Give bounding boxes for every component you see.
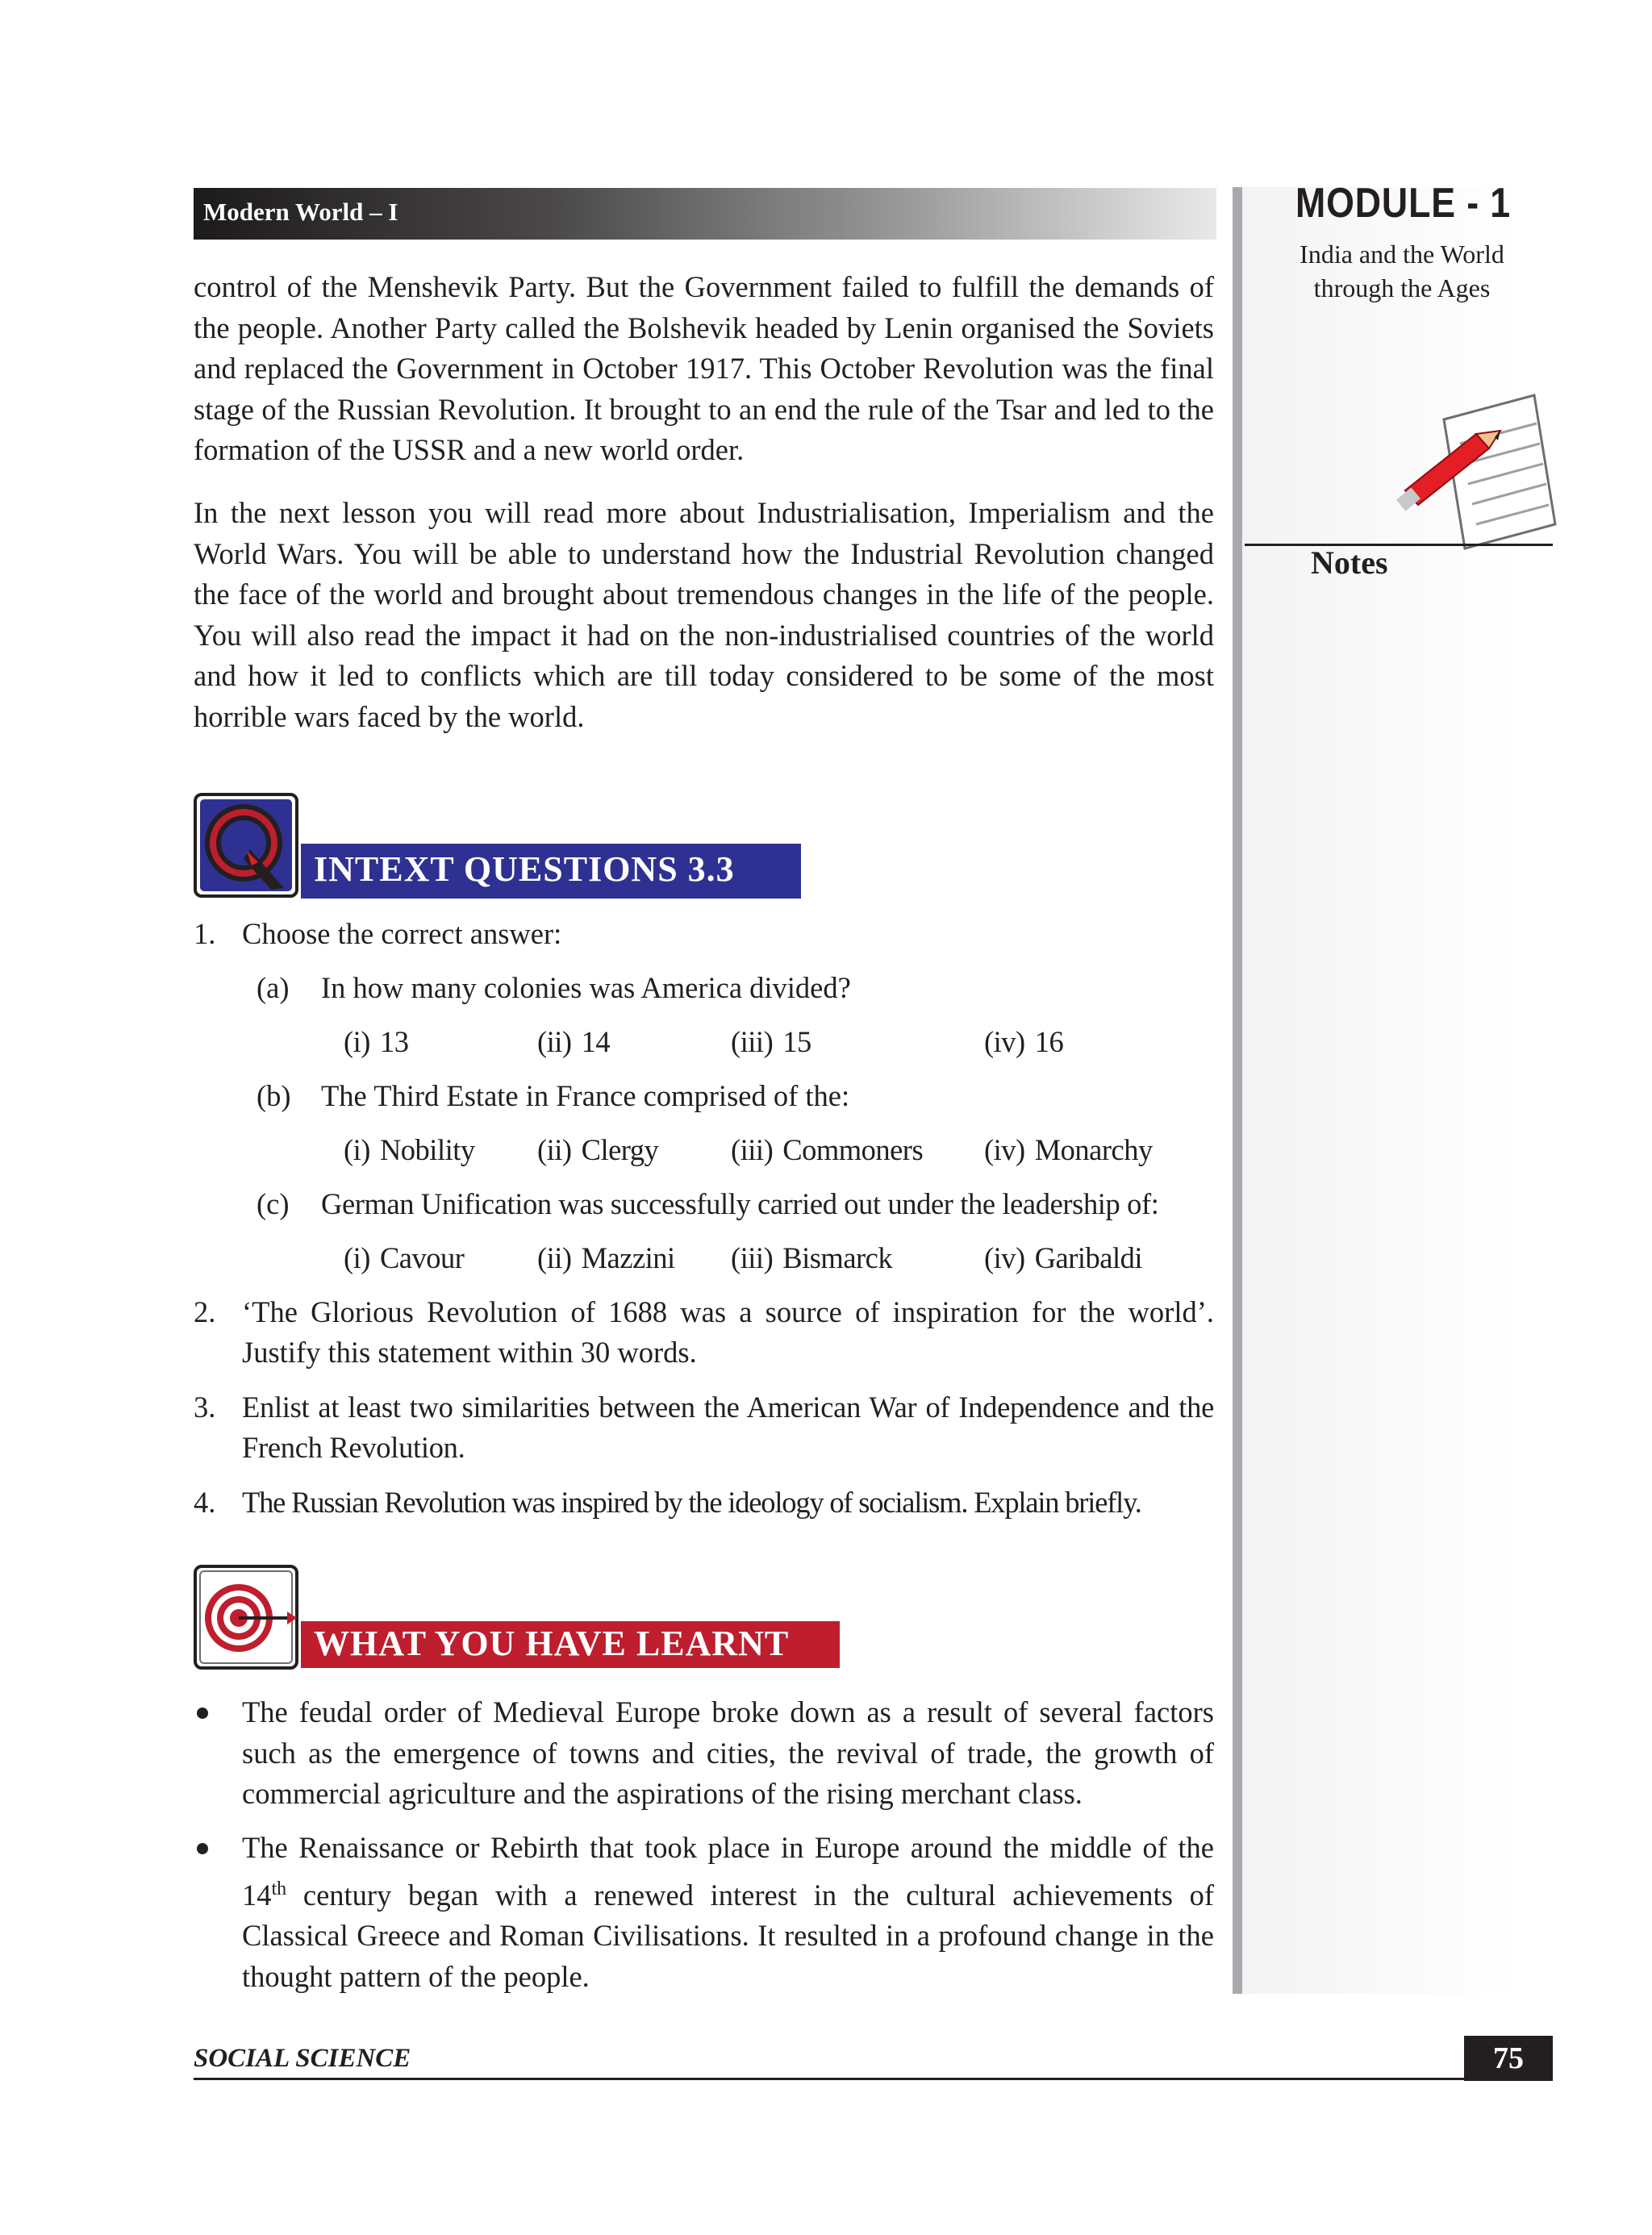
notes-pencil-icon [1395,387,1557,565]
module-title: MODULE - 1 [1295,180,1511,227]
question-3-number: 3. [194,1391,216,1424]
option-item: (i) Nobility [344,1133,475,1166]
learnt-bullet-2: The Renaissance or Rebirth that took place in Europe around the middle of the 14th century began with a renewed interest in the cultural achievements of Classical Greece and Roman Civilisations. It resulted in a profound change in the thought pattern of the people. [242,1831,1214,1993]
option-item: (iii) 15 [731,1025,811,1058]
question-1c-text: German Unification was successfully carried out under the leadership of: [321,1187,1159,1220]
learnt-bullet-1: The feudal order of Medieval Europe broke down as a result of several factors such as the emergence of towns and cities, the revival of trade, the growth of commercial agriculture and the aspirations of the rising merchant class. [242,1695,1214,1810]
module-subtitle [1289,237,1515,305]
option-item: (i) 13 [344,1025,409,1058]
paragraph-1: control of the Menshevik Party. But the Government failed to fulfill the demands of the people. Another Party called the Bolshevik headed by Lenin organised the Soviets and replaced the Government in October 1917. This October Revolution was the final stage of the Russian Revolution. It brought to an end the rule of the Tsar and led to the formation of the USSR and a new world order. [194,270,1214,466]
question-1b-text: The Third Estate in France comprised of the: [321,1079,850,1112]
module-subtitle-line2: through the Ages [1313,273,1491,302]
bullet-icon [197,1708,208,1719]
option-item: (ii) 14 [537,1025,611,1058]
option-item: (iii) Commoners [731,1133,924,1166]
option-item: (ii) Clergy [537,1133,659,1166]
bullet-icon [197,1843,208,1854]
section-title: Modern World – I [203,198,398,226]
question-1a-text: In how many colonies was America divided? [321,971,851,1004]
question-1-text: Choose the correct answer: [242,917,562,950]
question-icon [194,793,298,898]
page-number: 75 [1464,2036,1553,2081]
footer-rule [194,2078,1553,2080]
question-1c-label: (c) [257,1187,290,1220]
target-icon [194,1565,298,1670]
notes-label: Notes [1311,544,1388,581]
option-item: (iv) Garibaldi [984,1241,1143,1274]
option-item: (iii) Bismarck [731,1241,893,1274]
question-2-number: 2. [194,1295,216,1328]
option-item: (iv) Monarchy [984,1133,1153,1166]
what-you-have-learnt-heading: WHAT YOU HAVE LEARNT [301,1621,840,1668]
paragraph-2: In the next lesson you will read more about Industrialisation, Imperialism and the World Wars. You will be able to understand how the Industrial Revolution changed the face of the world and brought about tremendous changes in the life of the people. You will also read the impact it had on the non-industrialised countries of the world and how it led to conflicts which are till today considered to be some of the most horrible wars faced by the world. [194,496,1214,733]
option-item: (iv) 16 [984,1025,1064,1058]
question-3-text: Enlist at least two similarities between the American War of Independence and the French Revolution. [242,1391,1214,1464]
question-1a-label: (a) [257,971,290,1004]
option-item: (i) Cavour [344,1241,465,1274]
question-2-text: ‘The Glorious Revolution of 1688 was a source of inspiration for the world’. Justify this statement within 30 words. [242,1295,1214,1369]
question-4-text: The Russian Revolution was inspired by the ideology of socialism. Explain briefly. [242,1486,1141,1519]
question-4-number: 4. [194,1486,216,1519]
option-item: (ii) Mazzini [537,1241,675,1274]
section-header-bar [194,188,1216,240]
question-1b-label: (b) [257,1079,291,1112]
intext-questions-heading: INTEXT QUESTIONS 3.3 [301,844,801,899]
footer-subject: SOCIAL SCIENCE [194,2044,411,2073]
question-1-number: 1. [194,917,216,950]
notes-rule [1245,544,1553,546]
margin-divider [1233,187,1242,1994]
module-subtitle-line1: India and the World [1299,240,1504,269]
